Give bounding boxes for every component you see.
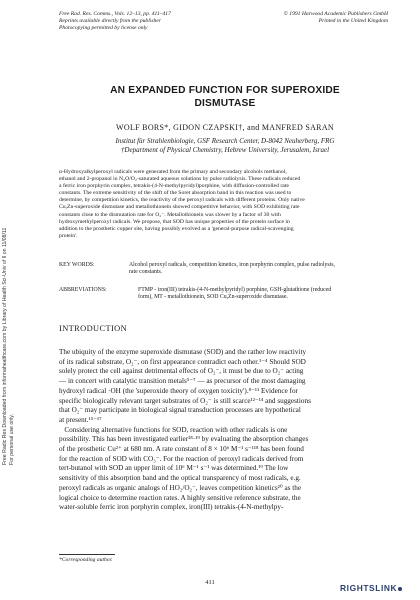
- affiliation-line: Institut für Strahlenbiologie, GSF Research Center, D-8042 Neuherberg, FRG: [115, 137, 335, 145]
- abstract-line: α-Hydroxyalkylperoxyl radicals were generated from the primary and secondary alcohols methanol,: [59, 169, 287, 175]
- watermark-line: Free Radic Res Downloaded from informahealthcare.com by Library of Health Sci-Univ of Il on 11/08/11: [2, 227, 8, 465]
- watermark-line: For personal use only.: [9, 414, 15, 465]
- citation-line: Reprints available directly from the publisher: [59, 18, 161, 24]
- article-title: [60, 84, 390, 110]
- citation-line: Free Rad. Res. Comms., Vols. 12–13, pp. 411–417: [59, 11, 171, 17]
- title-line: DISMUTASE: [194, 98, 256, 109]
- abstract-line: Cu,Zn-superoxide dismutase and metallothionein showed competitive behavior, with SOD exhibiting rate: [59, 204, 300, 211]
- text-line: sensitivity of this absorption band and the optical transparency of most radicals, e.g.: [59, 474, 301, 483]
- abstract-line: ethanol and 2-propanol in N₂O/O₂-saturated aqueous solutions by pulse radiolysis. These radicals reduced: [59, 176, 301, 183]
- abstract-line: a ferric iron porphyrin complex, tetrakis-(4-N-methylpyridyl)porphine, with diffusion-controlled rate: [59, 183, 289, 190]
- text-line: The ubiquity of the enzyme superoxide dismutase (SOD) and the rather low reactivity: [59, 348, 307, 356]
- journal-citation: [59, 11, 209, 32]
- text-line: of the prosthetic Cu²⁺ at 680 nm. A rate constant of 8 × 10⁶ M⁻¹ s⁻¹¹⁸ has been found: [59, 445, 304, 454]
- abstract-line: hydroxymethylperoxyl radicals. We propose, that SOD has unique properties of the protein surface in: [59, 218, 290, 225]
- text-line: tert-butanol with SOD an upper limit of 10⁶ M⁻¹ s⁻¹ was determined.¹⁹ The low: [59, 464, 289, 473]
- text-line: solely protect the cell against detrimental effects of O₂⁻, it must be due to O₂⁻ acting: [59, 367, 304, 376]
- affiliations: [60, 137, 390, 155]
- keywords-line: rate constants.: [129, 269, 163, 276]
- footnote-divider: [59, 554, 115, 555]
- text-line: water-soluble ferric iron porphyrin complex, iron(III) tetrakis-(4-N-methylpy-: [59, 503, 284, 512]
- section-heading: INTRODUCTION: [59, 324, 128, 333]
- abstract-line: constants close to the dismutation rate for O₂⁻. Metallothionein was slower by a factor of 30 with: [59, 211, 281, 218]
- abstract-line: protein'.: [59, 232, 78, 239]
- page-number: 411: [205, 579, 215, 586]
- keywords-label: KEY WORDS:: [59, 262, 95, 268]
- logo-dot-icon: [398, 587, 402, 591]
- abbreviations-line: form), MT - metallothionein, SOD Cu,Zn-superoxide dismutase.: [138, 294, 288, 301]
- text-line: hydroxyl radical ·OH (the 'superoxide theory of oxygen toxicity').⁸⁻¹¹ Evidence for: [59, 386, 298, 395]
- abstract-line: addition to the prosthetic copper site, having possibly evolved as a 'general-purpose radical-scavenging: [59, 225, 294, 232]
- download-watermark: [2, 175, 28, 465]
- rightslink-logo[interactable]: [340, 583, 418, 595]
- text-line: possibility. This has been investigated earlier¹⁸·¹⁹ by evaluating the absorption changes: [59, 435, 309, 444]
- abstract-line: determine, by competition kinetics, the reactivity of the peroxyl radicals with different proteins. Only native: [59, 197, 305, 204]
- keywords-line: Alcohol peroxyl radicals, competition kinetics, iron porphyrin complex, pulse radiolysis,: [129, 262, 335, 268]
- text-line: Considering alternative functions for SOD, reaction with other radicals is one: [59, 425, 288, 434]
- paragraph: [59, 426, 391, 513]
- abstract-line: constants. The extreme sensitivity of the shift of the Soret absorption band in this reaction was used to: [59, 190, 292, 197]
- author-list: WOLF BORS*, GIDON CZAPSKI†, and MANFRED SARAN: [116, 123, 334, 132]
- text-line: of its radical substrate, O₂⁻, on first appearance contradict each other.¹⁻⁴ Should SOD: [59, 357, 306, 366]
- abbreviations-label: ABBREVIATIONS:: [59, 287, 107, 293]
- copyright-line: © 1991 Harwood Academic Publishers GmbH: [283, 11, 388, 17]
- copyright-notice: [248, 11, 388, 25]
- abbreviations-line: FTMP - iron(III) tetrakis-(4-N-methylpyridyl) porphine, GSH-glutathione (reduced: [138, 287, 332, 293]
- text-line: that O₂⁻ may participate in biological signal transduction processes are hypothetical: [59, 406, 301, 415]
- copyright-line: Printed in the United Kingdom: [318, 18, 388, 24]
- paragraph: [59, 348, 391, 426]
- abstract: [59, 169, 391, 240]
- text-line: for the reaction of SOD with CO₃⁻. For the reaction of peroxyl radicals derived from: [59, 454, 304, 463]
- text-line: specific biologically relevant target substrates of O₂⁻ is still scarce¹²⁻¹⁴ and suggestions: [59, 396, 311, 405]
- body-text: [59, 348, 391, 513]
- title-line: AN EXPANDED FUNCTION FOR SUPEROXIDE: [110, 85, 340, 96]
- footnote: *Corresponding author.: [59, 557, 113, 563]
- text-line: peroxyl radicals as organic analogs of HO₂/O₂⁻, leaves competition kinetics²⁰ as the: [59, 483, 302, 492]
- citation-line: Photocopying permitted by license only: [59, 25, 148, 31]
- text-line: at present.¹⁵⁻¹⁷: [59, 415, 102, 424]
- affiliation-line: †Department of Physical Chemistry, Hebrew University, Jerusalem, Israel: [120, 146, 330, 154]
- text-line: — in concert with catalytic transition metals⁵⁻⁷ — as precursor of the most damaging: [59, 377, 306, 386]
- rightslink-logo-text: RIGHTSLINK: [340, 583, 398, 593]
- text-line: logical choice to determine reaction rates. A highly sensitive reference substrate, the: [59, 493, 301, 502]
